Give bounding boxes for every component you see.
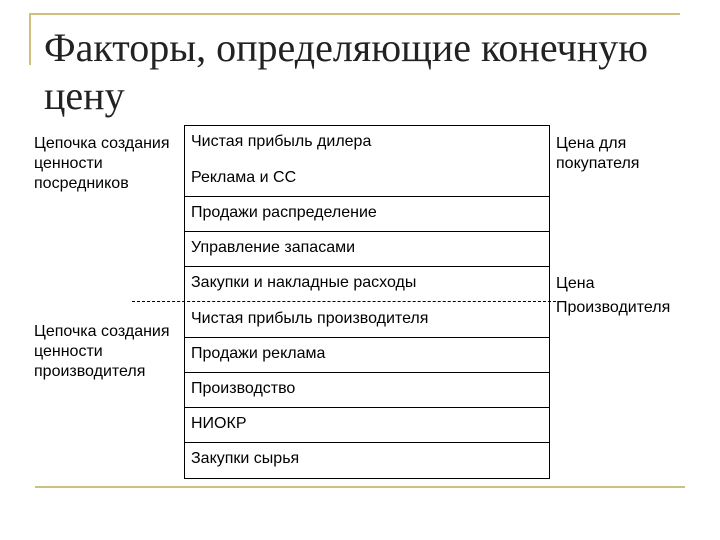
stack-row-inventory — [185, 232, 549, 267]
row-label: Продажи распределение — [191, 204, 377, 221]
stack-row-raw-materials — [185, 443, 549, 478]
bottom-decor-line — [35, 486, 685, 488]
buyer-price-label: Цена для покупателя — [556, 135, 640, 172]
row-label: Чистая прибыль дилера — [191, 133, 372, 150]
row-label: Реклама и СС — [191, 169, 297, 186]
stack-row-sales-distribution — [185, 197, 549, 232]
row-label: Закупки сырья — [191, 450, 300, 467]
stack-row-sales-advertising — [185, 338, 549, 373]
top-decor-line — [30, 13, 680, 15]
row-label: НИОКР — [191, 415, 247, 432]
row-label: Чистая прибыль производителя — [191, 310, 429, 327]
producer-chain-label: Цепочка создания ценности производителя — [34, 323, 170, 380]
stack-row-production — [185, 373, 549, 408]
stack-row-procurement-producer-profit — [185, 267, 549, 338]
row-label: Закупки и накладные расходы — [191, 274, 417, 291]
stack-row-dealer-profit — [185, 126, 549, 197]
row-label: Управление запасами — [191, 239, 356, 256]
producer-price-label: Цена Производителя — [556, 275, 671, 316]
dealer-chain-label: Цепочка создания ценности посредников — [34, 135, 170, 192]
row-label: Продажи реклама — [191, 345, 326, 362]
row-label: Производство — [191, 380, 296, 397]
stack-row-rnd — [185, 408, 549, 443]
value-chain-stack — [184, 125, 550, 479]
left-decor-line — [29, 13, 31, 65]
slide-title: Факторы, определяющие конечную цену — [44, 25, 649, 118]
dealer-producer-divider — [132, 301, 556, 302]
